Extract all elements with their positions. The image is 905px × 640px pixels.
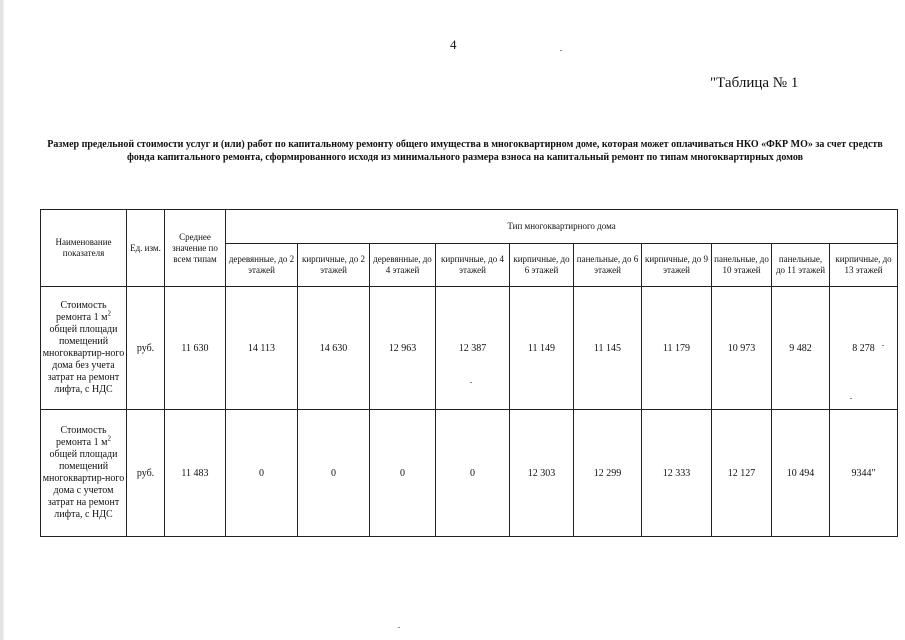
header-average: Среднее значение по всем типам [165,210,226,287]
row-value: 11 179 [642,287,712,410]
row-value: 8 278 [830,287,898,410]
row-label: Стоимость ремонта 1 $м^2$ общей площади помещений многоквартир-ного дома с учетом затрат на ремонт лифта, с НДС [41,410,127,537]
row-unit: руб. [127,287,165,410]
header-house-type-2: кирпичные, до 2 этажей [298,244,370,287]
row-value: 11 145 [574,287,642,410]
header-house-type-10: кирпичные, до 13 этажей [830,244,898,287]
row-average: 11 483 [165,410,226,537]
row-value: 12 299 [574,410,642,537]
header-unit: Ед. изм. [127,210,165,287]
table-row [41,410,898,537]
row-value: 14 630 [298,287,370,410]
row-value: 12 963 [370,287,436,410]
row-value: 0 [370,410,436,537]
table-caption: "Таблица № 1 [710,75,799,91]
row-value: 12 127 [712,410,772,537]
row-label: Стоимость ремонта 1 $м^2$ общей площади помещений многоквартир-ного дома без учета затрат на ремонт лифта, с НДС [41,287,127,410]
header-house-type-3: деревянные, до 4 этажей [370,244,436,287]
row-value: 0 [226,410,298,537]
row-value: 12 387 [436,287,510,410]
document-title: Размер предельной стоимости услуг и (или) работ по капитальному ремонту общего имущества в многоквартирном доме, которая может оплачиваться НКО «ФКР МО» за счет средств фонда капитального ремонта, сформированного исходя из минимального размера взноса на капитальный ремонт по типам многоквартирных домов [47,139,883,163]
scan-speck [470,382,472,383]
page-number: 4 [450,37,457,52]
cost-table [40,209,898,537]
scan-speck [850,398,852,399]
scan-speck [560,50,562,51]
header-house-type-6: панельные, до 6 этажей [574,244,642,287]
row-unit: руб. [127,410,165,537]
scan-edge-shadow [3,0,4,640]
row-value: 0 [298,410,370,537]
header-house-type: Тип многоквартирного дома [226,210,898,244]
header-house-type-7: кирпичные, до 9 этажей [642,244,712,287]
row-value: 10 973 [712,287,772,410]
row-value: 12 303 [510,410,574,537]
row-value: 9344" [830,410,898,537]
row-value: 12 333 [642,410,712,537]
row-value: 10 494 [772,410,830,537]
row-average: 11 630 [165,287,226,410]
row-value: 14 113 [226,287,298,410]
header-house-type-5: кирпичные, до 6 этажей [510,244,574,287]
scan-speck [398,627,400,628]
row-value: 9 482 [772,287,830,410]
header-house-type-1: деревянные, до 2 этажей [226,244,298,287]
scan-speck [882,345,884,346]
table-row [41,287,898,410]
row-value: 11 149 [510,287,574,410]
row-value: 0 [436,410,510,537]
header-house-type-8: панельные, до 10 этажей [712,244,772,287]
header-indicator: Наименование показателя [41,210,127,287]
header-house-type-9: панельные, до 11 этажей [772,244,830,287]
header-house-type-4: кирпичные, до 4 этажей [436,244,510,287]
